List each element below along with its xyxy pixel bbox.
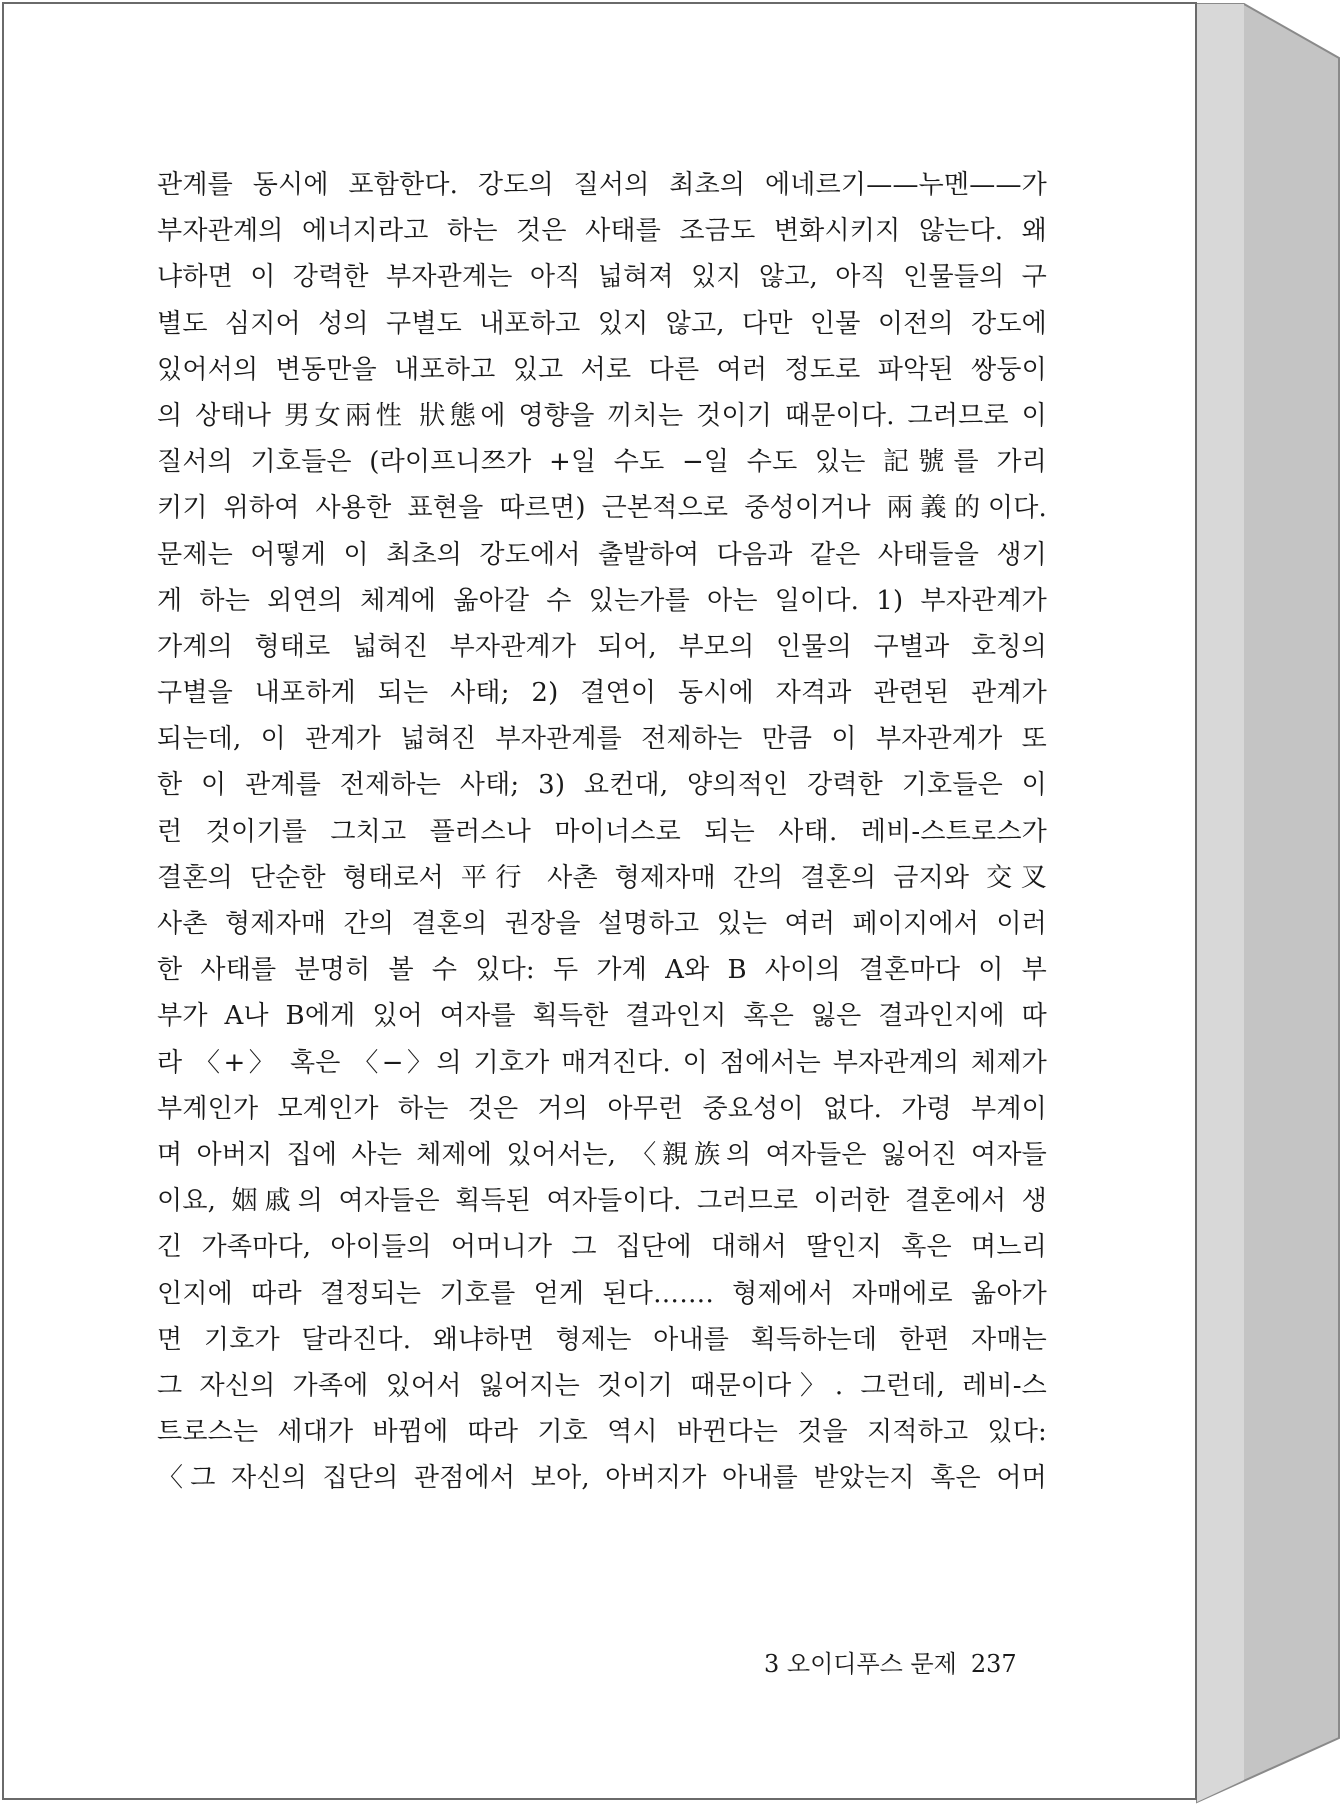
text-line: 문제는 어떻게 이 최초의 강도에서 출발하여 다음과 같은 사태들을 생기 [157,539,1047,570]
text-line: 사촌 형제자매 간의 결혼의 권장을 설명하고 있는 여러 페이지에서 이러 [157,909,1047,939]
text-line: 질서의 기호들은 (라이프니쯔가 +일 수도 −일 수도 있는 記號를 가리 [157,447,1047,478]
text-line: 부가 A나 B에게 있어 여자를 획득한 결과인지 혹은 잃은 결과인지에 따 [157,1001,1047,1032]
text-line: 가계의 형태로 넓혀진 부자관계가 되어, 부모의 인물의 구별과 호칭의 [157,631,1047,662]
text-line: 게 하는 외연의 체계에 옮아갈 수 있는가를 아는 일이다. 1) 부자관계가 [157,585,1047,616]
text-line: 인지에 따라 결정되는 기호를 얻게 된다……. 형제에서 자매에로 옮아가 [157,1278,1047,1309]
text-line: 면 기호가 달라진다. 왜냐하면 형제는 아내를 획득하는데 한편 자매는 [157,1324,1047,1355]
text-line: 냐하면 이 강력한 부자관계는 아직 넓혀져 있지 않고, 아직 인물들의 구 [157,262,1047,293]
text-line: 며 아버지 집에 사는 체제에 있어서는, 〈親族의 여자들은 잃어진 여자들 [157,1139,1047,1170]
text-line: 있어서의 변동만을 내포하고 있고 서로 다른 여러 정도로 파악된 쌍둥이 [157,354,1047,385]
text-line: 트로스는 세대가 바뀜에 따라 기호 역시 바뀐다는 것을 지적하고 있다: [157,1417,1047,1448]
text-line: 관계를 동시에 포함한다. 강도의 질서의 최초의 에네르기——누멘——가 [157,170,1047,200]
text-line: 별도 심지어 성의 구별도 내포하고 있지 않고, 다만 인물 이전의 강도에 [157,308,1047,339]
page-footer [764,1644,1017,1679]
text-line: 한 사태를 분명히 볼 수 있다: 두 가계 A와 B 사이의 결혼마다 이 부 [157,955,1047,986]
text-line: 되는데, 이 관계가 넓혀진 부자관계를 전제하는 만큼 이 부자관계가 또 [157,724,1047,755]
text-line: 그 자신의 가족에 있어서 잃어지는 것이기 때문이다〉. 그런데, 레비-스 [157,1370,1047,1401]
text-line: 긴 가족마다, 아이들의 어머니가 그 집단에 대해서 딸인지 혹은 며느리 [157,1232,1047,1263]
running-head-chapter: 3 오이디푸스 문제 [764,1650,957,1678]
text-line: 런 것이기를 그치고 플러스나 마이너스로 되는 사태. 레비-스트로스가 [157,816,1047,847]
text-line: 〈그 자신의 집단의 관점에서 보아, 아버지가 아내를 받았는지 혹은 어머 [157,1463,1047,1494]
text-line: 부자관계의 에너지라고 하는 것은 사태를 조금도 변화시키지 않는다. 왜 [157,216,1047,247]
text-line: 라 〈+〉 혹은 〈−〉의 기호가 매겨진다. 이 점에서는 부자관계의 체제가 [157,1047,1047,1078]
text-line: 구별을 내포하게 되는 사태; 2) 결연이 동시에 자격과 관련된 관계가 [157,678,1047,709]
text-line: 부계인가 모계인가 하는 것은 거의 아무런 중요성이 없다. 가령 부계이 [157,1093,1047,1124]
text-line: 결혼의 단순한 형태로서 平行 사촌 형제자매 간의 결혼의 금지와 交叉 [157,862,1047,893]
text-line: 이요, 姻戚의 여자들은 획득된 여자들이다. 그러므로 이러한 결혼에서 생 [157,1186,1047,1217]
text-line: 의 상태나 男女兩性 狀態에 영향을 끼치는 것이기 때문이다. 그러므로 이 [157,400,1047,431]
book-page [2,2,1197,1800]
page-number: 237 [970,1650,1017,1678]
text-line: 키기 위하여 사용한 표현을 따르면) 근본적으로 중성이거나 兩義的이다. [157,493,1047,524]
body-text [157,162,1047,1501]
text-line: 한 이 관계를 전제하는 사태; 3) 요컨대, 양의적인 강력한 기호들은 이 [157,770,1047,801]
